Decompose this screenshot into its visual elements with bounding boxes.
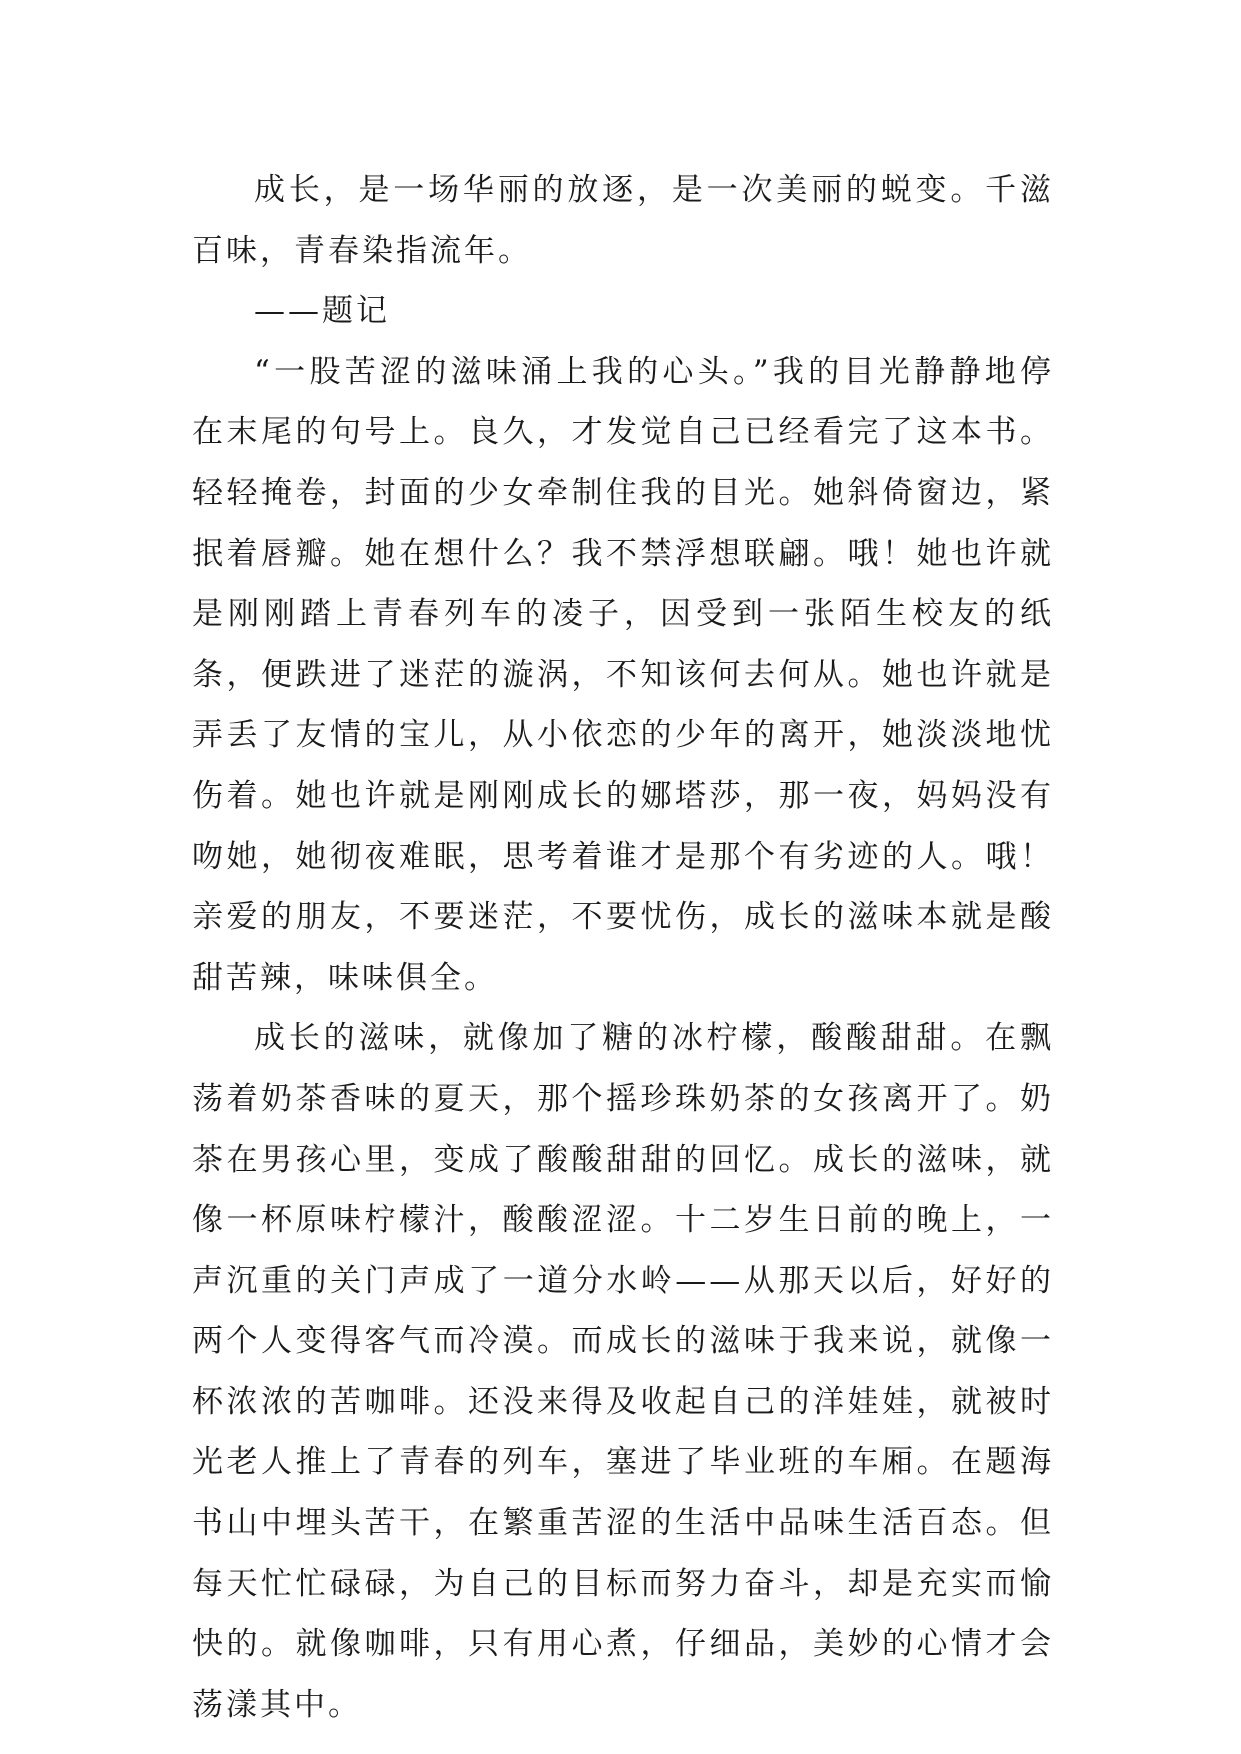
body-paragraph: 成长的滋味，就像加了糖的冰柠檬，酸酸甜甜。在飘荡着奶茶香味的夏天，那个摇珍珠奶茶的女孩离开了。奶茶在男孩心里，变成了酸酸甜甜的回忆。成长的滋味，就像一杯原味柠檬汁，酸酸涩涩。十二岁生日前的晚上，一声沉重的关门声成了一道分水岭——从那天以后，好好的两个人变得客气而冷漠。而成长的滋味于我来说，就像一杯浓浓的苦咖啡。还没来得及收起自己的洋娃娃，就被时光老人推上了青春的列车，塞进了毕业班的车厢。在题海书山中埋头苦干，在繁重苦涩的生活中品味生活百态。但每天忙忙碌碌，为自己的目标而努力奋斗，却是充实而愉快的。就像咖啡，只有用心煮，仔细品，美妙的心情才会荡漾其中。: [192, 1020, 1054, 1723]
epigraph-attribution: ——题记: [254, 293, 390, 330]
body-paragraph: “一股苦涩的滋味涌上我的心头。”我的目光静静地停在末尾的句号上。良久，才发觉自己已经看完了这本书。轻轻掩卷，封面的少女牵制住我的目光。她斜倚窗边，紧抿着唇瓣。她在想什么？我不禁浮想联翩。哦！她也许就是刚刚踏上青春列车的凌子，因受到一张陌生校友的纸条，便跌进了迷茫的漩涡，不知该何去何从。她也许就是弄丢了友情的宝儿，从小依恋的少年的离开，她淡淡地忧伤着。她也许就是刚刚成长的娜塔莎，那一夜，妈妈没有吻她，她彻夜难眠，思考着谁才是那个有劣迹的人。哦！亲爱的朋友，不要迷茫，不要忧伤，成长的滋味本就是酸甜苦辣，味味俱全。: [192, 353, 1054, 996]
epigraph-paragraph: 成长，是一场华丽的放逐，是一次美丽的蜕变。千滋百味，青春染指流年。: [192, 172, 1054, 269]
document-body: [192, 160, 1054, 1735]
